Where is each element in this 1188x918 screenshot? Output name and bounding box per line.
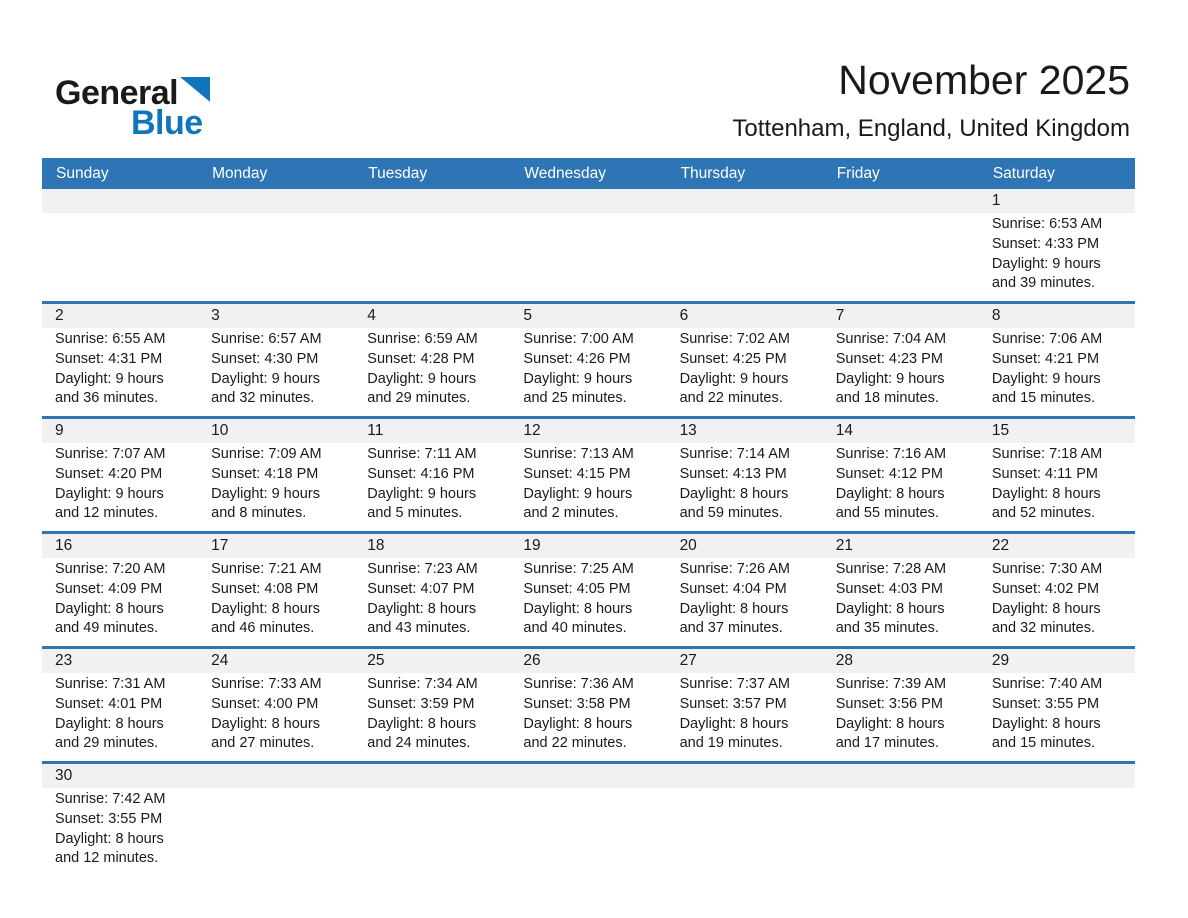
weekday-row (42, 158, 1135, 189)
daylight-text: Daylight: 8 hours (367, 715, 477, 732)
day-number-12: 12 (523, 422, 541, 439)
logo-text-general: General (55, 74, 179, 112)
sunrise-text: Sunrise: 7:31 AM (55, 676, 166, 692)
sunrise-text: Sunrise: 7:02 AM (679, 331, 790, 347)
day-cell-1 (979, 213, 1135, 301)
day-cell-20 (667, 558, 823, 646)
day-cells-row (42, 558, 1135, 646)
logo-triangle-icon (180, 77, 210, 102)
daylight-text-cont: and 22 minutes. (679, 390, 783, 407)
day-cell-13 (667, 443, 823, 531)
day-cell-empty (979, 788, 1135, 876)
daylight-text: Daylight: 9 hours (523, 370, 633, 387)
sunset-text: Sunset: 4:01 PM (55, 695, 163, 712)
daylight-text: Daylight: 9 hours (991, 255, 1101, 272)
sunrise-text: Sunrise: 7:23 AM (367, 561, 478, 577)
day-number-30: 30 (55, 767, 73, 784)
sunset-text: Sunset: 4:28 PM (367, 350, 475, 367)
daylight-text-cont: and 39 minutes. (991, 275, 1096, 292)
daylight-text-cont: and 22 minutes. (523, 735, 627, 752)
daylight-text: Daylight: 9 hours (367, 485, 477, 502)
daylight-text: Daylight: 8 hours (679, 485, 789, 502)
day-number-band (42, 534, 1135, 558)
daylight-text: Daylight: 8 hours (835, 485, 945, 502)
day-number-13: 13 (679, 422, 697, 439)
daylight-text-cont: and 35 minutes. (835, 620, 939, 637)
sunrise-text: Sunrise: 7:11 AM (367, 446, 477, 462)
day-number-band (42, 649, 1135, 673)
day-number-25: 25 (367, 652, 385, 669)
sunrise-text: Sunrise: 7:21 AM (211, 561, 322, 577)
day-number-23: 23 (55, 652, 73, 669)
day-cell-30 (42, 788, 198, 876)
daylight-text: Daylight: 8 hours (211, 715, 320, 732)
sunrise-text: Sunrise: 7:25 AM (523, 561, 634, 577)
weekday-sunday: Sunday (56, 164, 109, 182)
daylight-text-cont: and 2 minutes. (523, 505, 619, 522)
day-cell-25 (354, 673, 510, 761)
sunrise-text: Sunrise: 6:55 AM (55, 331, 166, 347)
daylight-text-cont: and 55 minutes. (835, 505, 939, 522)
day-cell-empty (354, 213, 510, 301)
day-number-1: 1 (991, 192, 1001, 209)
day-cell-24 (198, 673, 354, 761)
sunrise-text: Sunrise: 7:40 AM (991, 676, 1103, 692)
day-cell-empty (823, 213, 979, 301)
day-cell-29 (979, 673, 1135, 761)
day-cell-3 (198, 328, 354, 416)
daylight-text: Daylight: 8 hours (835, 600, 945, 617)
day-number-22: 22 (991, 537, 1010, 554)
week-row-2 (42, 304, 1135, 419)
day-number-26: 26 (523, 652, 541, 669)
daylight-text: Daylight: 8 hours (211, 600, 320, 617)
sunrise-text: Sunrise: 7:04 AM (835, 331, 947, 347)
sunset-text: Sunset: 4:05 PM (523, 580, 631, 597)
daylight-text: Daylight: 8 hours (991, 715, 1101, 732)
day-cell-empty (510, 213, 666, 301)
sunrise-text: Sunrise: 7:28 AM (835, 561, 947, 577)
day-cell-empty (667, 213, 823, 301)
week-row-3 (42, 419, 1135, 534)
sunset-text: Sunset: 4:00 PM (211, 695, 319, 712)
day-cells-row (42, 213, 1135, 301)
day-number-11: 11 (367, 422, 384, 439)
sunset-text: Sunset: 3:58 PM (523, 695, 631, 712)
sunset-text: Sunset: 4:12 PM (835, 465, 943, 482)
day-cells-row (42, 443, 1135, 531)
daylight-text: Daylight: 8 hours (55, 715, 164, 732)
day-cell-19 (510, 558, 666, 646)
daylight-text-cont: and 8 minutes. (211, 505, 307, 522)
daylight-text: Daylight: 9 hours (211, 370, 320, 387)
day-number-4: 4 (367, 307, 376, 324)
sunset-text: Sunset: 4:04 PM (679, 580, 787, 597)
day-cell-10 (198, 443, 354, 531)
daylight-text: Daylight: 8 hours (55, 830, 164, 847)
daylight-text-cont: and 40 minutes. (523, 620, 627, 637)
sunset-text: Sunset: 3:57 PM (679, 695, 787, 712)
calendar-grid (42, 189, 1135, 876)
page-subtitle: Tottenham, England, United Kingdom (732, 115, 1130, 143)
daylight-text-cont: and 37 minutes. (679, 620, 783, 637)
daylight-text-cont: and 46 minutes. (211, 620, 315, 637)
daylight-text: Daylight: 9 hours (679, 370, 789, 387)
day-cell-6 (667, 328, 823, 416)
sunrise-text: Sunrise: 7:00 AM (523, 331, 634, 347)
daylight-text: Daylight: 8 hours (991, 485, 1101, 502)
day-number-29: 29 (991, 652, 1010, 669)
daylight-text-cont: and 29 minutes. (367, 390, 471, 407)
sunset-text: Sunset: 4:03 PM (835, 580, 943, 597)
day-number-5: 5 (523, 307, 533, 324)
week-row-1 (42, 189, 1135, 304)
sunrise-text: Sunrise: 7:34 AM (367, 676, 478, 692)
daylight-text: Daylight: 9 hours (55, 370, 164, 387)
daylight-text-cont: and 49 minutes. (55, 620, 159, 637)
day-number-20: 20 (679, 537, 697, 554)
day-number-21: 21 (835, 537, 853, 554)
sunset-text: Sunset: 4:15 PM (523, 465, 631, 482)
weekday-tuesday: Tuesday (368, 164, 428, 182)
daylight-text-cont: and 12 minutes. (55, 505, 159, 522)
day-cell-2 (42, 328, 198, 416)
day-number-6: 6 (679, 307, 689, 324)
daylight-text-cont: and 36 minutes. (55, 390, 159, 407)
day-cell-14 (823, 443, 979, 531)
day-cell-28 (823, 673, 979, 761)
week-row-4 (42, 534, 1135, 649)
daylight-text-cont: and 24 minutes. (367, 735, 471, 752)
sunrise-text: Sunrise: 7:16 AM (835, 446, 947, 462)
sunset-text: Sunset: 4:13 PM (679, 465, 787, 482)
sunset-text: Sunset: 4:08 PM (211, 580, 319, 597)
day-cell-empty (198, 213, 354, 301)
sunrise-text: Sunrise: 7:14 AM (679, 446, 790, 462)
daylight-text: Daylight: 9 hours (523, 485, 633, 502)
daylight-text-cont: and 43 minutes. (367, 620, 471, 637)
sunrise-text: Sunrise: 7:37 AM (679, 676, 790, 692)
sunset-text: Sunset: 3:55 PM (991, 695, 1100, 712)
daylight-text: Daylight: 8 hours (835, 715, 945, 732)
day-cell-empty (42, 213, 198, 301)
daylight-text-cont: and 27 minutes. (211, 735, 315, 752)
day-number-18: 18 (367, 537, 385, 554)
sunset-text: Sunset: 4:26 PM (523, 350, 631, 367)
sunrise-text: Sunrise: 7:42 AM (55, 791, 166, 807)
day-number-2: 2 (55, 307, 64, 324)
daylight-text-cont: and 59 minutes. (679, 505, 783, 522)
title-block (732, 58, 1130, 143)
sunset-text: Sunset: 4:25 PM (679, 350, 787, 367)
daylight-text-cont: and 25 minutes. (523, 390, 627, 407)
sunset-text: Sunset: 4:02 PM (991, 580, 1100, 597)
day-cell-empty (510, 788, 666, 876)
day-cell-7 (823, 328, 979, 416)
daylight-text-cont: and 15 minutes. (991, 390, 1096, 407)
day-cell-5 (510, 328, 666, 416)
sunrise-text: Sunrise: 7:13 AM (523, 446, 634, 462)
day-number-band (42, 189, 1135, 213)
daylight-text-cont: and 32 minutes. (211, 390, 315, 407)
daylight-text: Daylight: 8 hours (523, 715, 633, 732)
sunset-text: Sunset: 4:30 PM (211, 350, 319, 367)
day-cells-row (42, 673, 1135, 761)
sunset-text: Sunset: 4:31 PM (55, 350, 163, 367)
sunrise-text: Sunrise: 6:59 AM (367, 331, 478, 347)
week-row-6 (42, 764, 1135, 876)
weekday-wednesday: Wednesday (524, 164, 606, 182)
sunset-text: Sunset: 3:59 PM (367, 695, 475, 712)
daylight-text-cont: and 32 minutes. (991, 620, 1096, 637)
daylight-text: Daylight: 9 hours (55, 485, 164, 502)
day-number-band (42, 419, 1135, 443)
day-cell-22 (979, 558, 1135, 646)
daylight-text-cont: and 52 minutes. (991, 505, 1096, 522)
daylight-text: Daylight: 8 hours (991, 600, 1101, 617)
sunset-text: Sunset: 4:18 PM (211, 465, 319, 482)
day-cell-16 (42, 558, 198, 646)
day-number-10: 10 (211, 422, 229, 439)
day-cell-12 (510, 443, 666, 531)
sunset-text: Sunset: 4:16 PM (367, 465, 475, 482)
day-cell-empty (823, 788, 979, 876)
daylight-text-cont: and 12 minutes. (55, 850, 159, 867)
day-cells-row (42, 788, 1135, 876)
day-cell-empty (198, 788, 354, 876)
day-cell-9 (42, 443, 198, 531)
day-number-15: 15 (991, 422, 1010, 439)
weekday-thursday: Thursday (680, 164, 746, 182)
daylight-text-cont: and 5 minutes. (367, 505, 463, 522)
day-number-3: 3 (211, 307, 220, 324)
day-cell-15 (979, 443, 1135, 531)
sunrise-text: Sunrise: 7:30 AM (991, 561, 1103, 577)
logo-text-blue: Blue (131, 104, 203, 142)
day-cell-empty (354, 788, 510, 876)
day-cell-11 (354, 443, 510, 531)
daylight-text: Daylight: 8 hours (679, 600, 789, 617)
day-number-7: 7 (835, 307, 845, 324)
day-number-24: 24 (211, 652, 229, 669)
weekday-saturday: Saturday (992, 164, 1055, 182)
day-cell-21 (823, 558, 979, 646)
sunrise-text: Sunrise: 7:33 AM (211, 676, 322, 692)
weekday-friday: Friday (836, 164, 880, 182)
sunrise-text: Sunrise: 7:26 AM (679, 561, 790, 577)
weekday-monday: Monday (212, 164, 268, 182)
sunrise-text: Sunrise: 6:57 AM (211, 331, 322, 347)
sunset-text: Sunset: 3:56 PM (835, 695, 943, 712)
daylight-text: Daylight: 8 hours (679, 715, 789, 732)
day-number-8: 8 (991, 307, 1001, 324)
sunset-text: Sunset: 4:09 PM (55, 580, 163, 597)
daylight-text-cont: and 15 minutes. (991, 735, 1096, 752)
day-cell-empty (667, 788, 823, 876)
daylight-text: Daylight: 9 hours (835, 370, 945, 387)
day-number-28: 28 (835, 652, 853, 669)
sunset-text: Sunset: 4:33 PM (991, 235, 1100, 252)
sunrise-text: Sunrise: 6:53 AM (991, 216, 1103, 232)
daylight-text: Daylight: 9 hours (211, 485, 320, 502)
daylight-text: Daylight: 8 hours (367, 600, 477, 617)
sunset-text: Sunset: 4:20 PM (55, 465, 163, 482)
sunrise-text: Sunrise: 7:06 AM (991, 331, 1103, 347)
day-number-14: 14 (835, 422, 853, 439)
week-row-5 (42, 649, 1135, 764)
day-number-band (42, 764, 1135, 788)
sunset-text: Sunset: 4:11 PM (991, 465, 1098, 482)
daylight-text-cont: and 29 minutes. (55, 735, 159, 752)
daylight-text-cont: and 19 minutes. (679, 735, 783, 752)
day-cells-row (42, 328, 1135, 416)
sunrise-text: Sunrise: 7:07 AM (55, 446, 166, 462)
day-number-17: 17 (211, 537, 229, 554)
sunset-text: Sunset: 4:23 PM (835, 350, 943, 367)
daylight-text: Daylight: 9 hours (991, 370, 1101, 387)
sunrise-text: Sunrise: 7:18 AM (991, 446, 1103, 462)
sunrise-text: Sunrise: 7:09 AM (211, 446, 322, 462)
day-cell-26 (510, 673, 666, 761)
daylight-text-cont: and 17 minutes. (835, 735, 939, 752)
day-cell-23 (42, 673, 198, 761)
general-blue-logo (55, 76, 210, 140)
sunrise-text: Sunrise: 7:39 AM (835, 676, 947, 692)
sunset-text: Sunset: 3:55 PM (55, 810, 163, 827)
sunrise-text: Sunrise: 7:36 AM (523, 676, 634, 692)
daylight-text: Daylight: 8 hours (523, 600, 633, 617)
day-cell-27 (667, 673, 823, 761)
daylight-text-cont: and 18 minutes. (835, 390, 939, 407)
day-number-16: 16 (55, 537, 73, 554)
daylight-text: Daylight: 8 hours (55, 600, 164, 617)
sunset-text: Sunset: 4:21 PM (991, 350, 1100, 367)
sunset-text: Sunset: 4:07 PM (367, 580, 475, 597)
day-number-band (42, 304, 1135, 328)
calendar (42, 158, 1135, 876)
day-cell-18 (354, 558, 510, 646)
day-number-27: 27 (679, 652, 697, 669)
day-cell-4 (354, 328, 510, 416)
day-number-9: 9 (55, 422, 64, 439)
daylight-text: Daylight: 9 hours (367, 370, 477, 387)
sunrise-text: Sunrise: 7:20 AM (55, 561, 166, 577)
day-cell-8 (979, 328, 1135, 416)
day-number-19: 19 (523, 537, 541, 554)
page-title: November 2025 (838, 57, 1130, 103)
day-cell-17 (198, 558, 354, 646)
